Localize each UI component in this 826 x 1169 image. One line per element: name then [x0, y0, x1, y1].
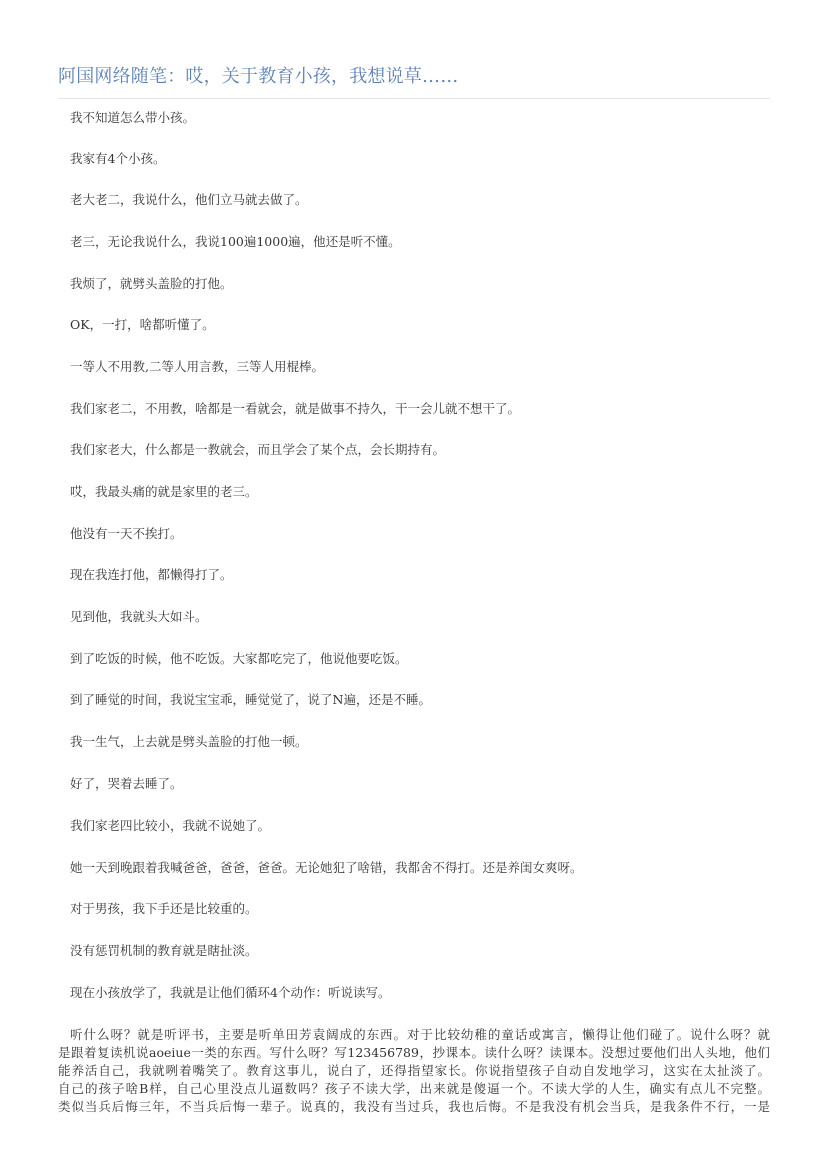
paragraph: 老三，无论我说什么，我说100遍1000遍，他还是听不懂。 — [70, 234, 401, 249]
paragraph: 到了睡觉的时间，我说宝宝乖，睡觉觉了，说了N遍，还是不睡。 — [70, 692, 431, 707]
paragraph: 我们家老二，不用教，啥都是一看就会，就是做事不持久，干一会儿就不想干了。 — [70, 401, 521, 416]
paragraph-line: 类似当兵后悔三年，不当兵后悔一辈子。说真的，我没有当过兵，我也后悔。不是我没有机会当兵，是我条件不行，一是 — [58, 1099, 770, 1114]
paragraph: 我不知道怎么带小孩。 — [70, 110, 196, 125]
paragraph: 对于男孩，我下手还是比较重的。 — [70, 901, 258, 916]
paragraph-line: 是跟着复读机说aoeiue一类的东西。写什么呀？写123456789，抄课本。读什么呀？读课本。没想过要他们出人头地，他们 — [58, 1045, 770, 1060]
paragraph: 我们家老四比较小，我就不说她了。 — [70, 818, 271, 833]
paragraph: 我家有4个小孩。 — [70, 151, 166, 166]
paragraph: 她一天到晚跟着我喊爸爸，爸爸，爸爸。无论她犯了啥错，我都舍不得打。还是养闺女爽呀。 — [70, 860, 583, 875]
paragraph: 现在小孩放学了，我就是让他们循环4个动作：听说读写。 — [70, 985, 391, 1000]
paragraph: 现在我连打他，都懒得打了。 — [70, 567, 233, 582]
paragraph: 老大老二，我说什么，他们立马就去做了。 — [70, 192, 308, 207]
paragraph-line: 自己的孩子啥B样，自己心里没点儿逼数吗？孩子不读大学，出来就是傻逼一个。不读大学的人生，确实有点儿不完整。 — [58, 1081, 770, 1096]
paragraph: 我一生气，上去就是劈头盖脸的打他一顿。 — [70, 734, 308, 749]
long-paragraph — [58, 1026, 770, 1116]
article-title: 阿国网络随笔：哎，关于教育小孩，我想说草…… — [58, 66, 459, 87]
paragraph: 哎，我最头痛的就是家里的老三。 — [70, 484, 258, 499]
paragraph: 好了，哭着去睡了。 — [70, 776, 183, 791]
paragraph: 我烦了，就劈头盖脸的打他。 — [70, 276, 233, 291]
title-divider — [58, 98, 770, 99]
paragraph: 他没有一天不挨打。 — [70, 526, 183, 541]
paragraph: 见到他，我就头大如斗。 — [70, 609, 208, 624]
paragraph: OK，一打，啥都听懂了。 — [70, 317, 215, 332]
paragraph: 一等人不用教,二等人用言教，三等人用棍棒。 — [70, 359, 324, 374]
paragraph: 没有惩罚机制的教育就是瞎扯淡。 — [70, 943, 258, 958]
paragraph: 到了吃饭的时候，他不吃饭。大家都吃完了，他说他要吃饭。 — [70, 651, 408, 666]
paragraph-line: 能养活自己，我就咧着嘴笑了。教育这事儿，说白了，还得指望家长。你说指望孩子自动自发地学习，这实在太扯淡了。 — [58, 1063, 770, 1078]
paragraph-line: 听什么呀？就是听评书，主要是听单田芳袁阔成的东西。对于比较幼稚的童话或寓言，懒得让他们碰了。说什么呀？就 — [70, 1027, 770, 1042]
paragraph: 我们家老大，什么都是一教就会，而且学会了某个点，会长期持有。 — [70, 442, 446, 457]
